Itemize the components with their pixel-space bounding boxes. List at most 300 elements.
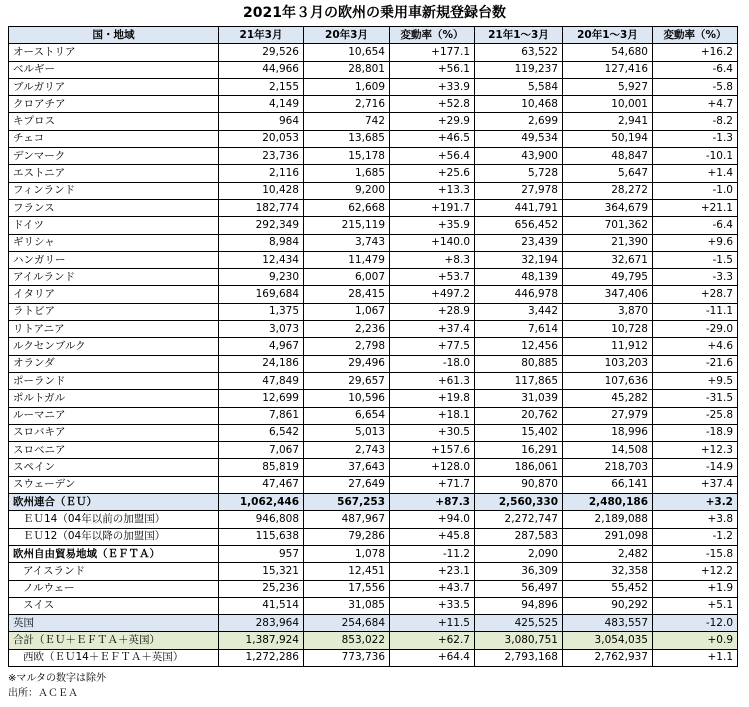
row-label: ルーマニア <box>9 407 219 424</box>
cell-mar21: 2,155 <box>219 78 304 95</box>
cell-change-month: +62.7 <box>390 632 475 649</box>
row-label: エストニア <box>9 165 219 182</box>
cell-change-month: +13.3 <box>390 182 475 199</box>
cell-change-month: +87.3 <box>390 494 475 511</box>
cell-change-month: +23.1 <box>390 563 475 580</box>
cell-change-month: +19.8 <box>390 390 475 407</box>
cell-change-q1: -1.5 <box>653 251 738 268</box>
cell-mar20: 31,085 <box>304 597 390 614</box>
cell-q1-20: 5,927 <box>563 78 653 95</box>
cell-mar20: 853,022 <box>304 632 390 649</box>
cell-q1-20: 18,996 <box>563 424 653 441</box>
row-label: ポルトガル <box>9 390 219 407</box>
cell-mar20: 12,451 <box>304 563 390 580</box>
table-row <box>9 148 738 165</box>
cell-mar21: 10,428 <box>219 182 304 199</box>
cell-change-month: +11.5 <box>390 615 475 632</box>
cell-q1-21: 16,291 <box>475 442 563 459</box>
cell-change-month: +177.1 <box>390 44 475 61</box>
cell-mar21: 8,984 <box>219 234 304 251</box>
table-row <box>9 615 738 632</box>
row-label: アイルランド <box>9 269 219 286</box>
col-header-q1-21: 21年1～3月 <box>475 27 563 44</box>
cell-change-month: +53.7 <box>390 269 475 286</box>
registration-table <box>8 26 738 667</box>
cell-q1-21: 36,309 <box>475 563 563 580</box>
cell-mar20: 79,286 <box>304 528 390 545</box>
row-label: ラトビア <box>9 303 219 320</box>
cell-change-month: +77.5 <box>390 338 475 355</box>
cell-change-month: +497.2 <box>390 286 475 303</box>
cell-mar21: 169,684 <box>219 286 304 303</box>
row-label: イタリア <box>9 286 219 303</box>
cell-mar20: 13,685 <box>304 130 390 147</box>
cell-mar21: 283,964 <box>219 615 304 632</box>
cell-q1-21: 656,452 <box>475 217 563 234</box>
cell-q1-20: 5,647 <box>563 165 653 182</box>
col-header-change-q1: 変動率（%） <box>653 27 738 44</box>
row-label: ＥＵ12（04年以降の加盟国） <box>9 528 219 545</box>
table-row <box>9 407 738 424</box>
cell-mar21: 15,321 <box>219 563 304 580</box>
cell-mar20: 29,496 <box>304 355 390 372</box>
table-row <box>9 338 738 355</box>
cell-q1-20: 218,703 <box>563 459 653 476</box>
header-row <box>9 27 738 44</box>
cell-mar20: 28,415 <box>304 286 390 303</box>
cell-mar21: 4,967 <box>219 338 304 355</box>
cell-change-q1: +9.6 <box>653 234 738 251</box>
cell-change-q1: +0.9 <box>653 632 738 649</box>
cell-change-q1: +12.2 <box>653 563 738 580</box>
cell-change-q1: -11.1 <box>653 303 738 320</box>
cell-mar20: 1,609 <box>304 78 390 95</box>
cell-q1-21: 287,583 <box>475 528 563 545</box>
table-row <box>9 269 738 286</box>
cell-mar21: 292,349 <box>219 217 304 234</box>
cell-change-q1: +3.2 <box>653 494 738 511</box>
table-row <box>9 632 738 649</box>
cell-change-q1: -25.8 <box>653 407 738 424</box>
cell-change-month: +37.4 <box>390 321 475 338</box>
cell-change-q1: -1.2 <box>653 528 738 545</box>
table-row <box>9 442 738 459</box>
cell-change-q1: +4.6 <box>653 338 738 355</box>
cell-q1-21: 117,865 <box>475 372 563 389</box>
cell-mar20: 5,013 <box>304 424 390 441</box>
cell-q1-21: 23,439 <box>475 234 563 251</box>
row-label: ギリシャ <box>9 234 219 251</box>
cell-q1-20: 2,189,088 <box>563 511 653 528</box>
cell-q1-21: 43,900 <box>475 148 563 165</box>
cell-q1-20: 2,480,186 <box>563 494 653 511</box>
cell-change-month: +18.1 <box>390 407 475 424</box>
cell-change-q1: -15.8 <box>653 545 738 562</box>
cell-q1-20: 32,671 <box>563 251 653 268</box>
table-row <box>9 649 738 666</box>
cell-mar20: 62,668 <box>304 199 390 216</box>
cell-mar20: 6,007 <box>304 269 390 286</box>
cell-mar20: 2,743 <box>304 442 390 459</box>
cell-mar21: 1,062,446 <box>219 494 304 511</box>
cell-change-month: +94.0 <box>390 511 475 528</box>
cell-change-q1: -21.6 <box>653 355 738 372</box>
cell-change-month: +35.9 <box>390 217 475 234</box>
table-row <box>9 78 738 95</box>
table-row <box>9 61 738 78</box>
cell-change-q1: +1.1 <box>653 649 738 666</box>
row-label: チェコ <box>9 130 219 147</box>
table-row <box>9 511 738 528</box>
row-label: スロバキア <box>9 424 219 441</box>
cell-mar21: 1,272,286 <box>219 649 304 666</box>
cell-change-q1: +37.4 <box>653 476 738 493</box>
page-title: 2021年３月の欧州の乗用車新規登録台数 <box>243 5 506 21</box>
table-row <box>9 563 738 580</box>
table-row <box>9 580 738 597</box>
table-row <box>9 372 738 389</box>
cell-q1-21: 20,762 <box>475 407 563 424</box>
cell-change-month: +8.3 <box>390 251 475 268</box>
cell-q1-21: 441,791 <box>475 199 563 216</box>
cell-q1-21: 10,468 <box>475 96 563 113</box>
cell-q1-20: 48,847 <box>563 148 653 165</box>
cell-mar20: 3,743 <box>304 234 390 251</box>
cell-mar20: 37,643 <box>304 459 390 476</box>
cell-q1-20: 10,728 <box>563 321 653 338</box>
cell-change-month: +33.9 <box>390 78 475 95</box>
row-label: オーストリア <box>9 44 219 61</box>
cell-q1-20: 107,636 <box>563 372 653 389</box>
table-row <box>9 355 738 372</box>
cell-mar20: 742 <box>304 113 390 130</box>
cell-mar21: 2,116 <box>219 165 304 182</box>
cell-change-month: +140.0 <box>390 234 475 251</box>
cell-change-month: -18.0 <box>390 355 475 372</box>
table-row <box>9 597 738 614</box>
cell-mar21: 1,387,924 <box>219 632 304 649</box>
cell-change-q1: -29.0 <box>653 321 738 338</box>
cell-q1-21: 425,525 <box>475 615 563 632</box>
cell-change-month: +56.4 <box>390 148 475 165</box>
cell-q1-20: 32,358 <box>563 563 653 580</box>
table-row <box>9 234 738 251</box>
table-row <box>9 459 738 476</box>
row-label: ルクセンブルク <box>9 338 219 355</box>
cell-q1-21: 2,090 <box>475 545 563 562</box>
table-row <box>9 321 738 338</box>
cell-change-q1: -1.3 <box>653 130 738 147</box>
cell-mar21: 20,053 <box>219 130 304 147</box>
cell-mar20: 2,798 <box>304 338 390 355</box>
table-row <box>9 545 738 562</box>
table-row <box>9 44 738 61</box>
row-label: ブルガリア <box>9 78 219 95</box>
cell-q1-21: 5,728 <box>475 165 563 182</box>
row-label: キプロス <box>9 113 219 130</box>
cell-q1-21: 5,584 <box>475 78 563 95</box>
cell-q1-21: 56,497 <box>475 580 563 597</box>
cell-q1-20: 50,194 <box>563 130 653 147</box>
table-row <box>9 217 738 234</box>
cell-change-q1: +9.5 <box>653 372 738 389</box>
cell-mar21: 85,819 <box>219 459 304 476</box>
cell-mar20: 15,178 <box>304 148 390 165</box>
cell-mar21: 957 <box>219 545 304 562</box>
cell-change-q1: +21.1 <box>653 199 738 216</box>
cell-mar21: 12,434 <box>219 251 304 268</box>
cell-mar20: 1,067 <box>304 303 390 320</box>
table-row <box>9 113 738 130</box>
cell-q1-20: 14,508 <box>563 442 653 459</box>
cell-change-q1: -31.5 <box>653 390 738 407</box>
cell-mar21: 29,526 <box>219 44 304 61</box>
col-header-change-month: 変動率（%） <box>390 27 475 44</box>
cell-q1-20: 701,362 <box>563 217 653 234</box>
cell-change-q1: -6.4 <box>653 61 738 78</box>
cell-q1-21: 49,534 <box>475 130 563 147</box>
table-row <box>9 96 738 113</box>
cell-q1-20: 49,795 <box>563 269 653 286</box>
cell-q1-21: 32,194 <box>475 251 563 268</box>
cell-change-month: +33.5 <box>390 597 475 614</box>
cell-q1-20: 45,282 <box>563 390 653 407</box>
cell-mar21: 3,073 <box>219 321 304 338</box>
cell-mar20: 1,685 <box>304 165 390 182</box>
cell-mar21: 47,467 <box>219 476 304 493</box>
row-label: フランス <box>9 199 219 216</box>
table-row <box>9 286 738 303</box>
cell-mar21: 6,542 <box>219 424 304 441</box>
cell-change-q1: -5.8 <box>653 78 738 95</box>
table-row <box>9 390 738 407</box>
cell-mar21: 44,966 <box>219 61 304 78</box>
row-label: スウェーデン <box>9 476 219 493</box>
table-body <box>9 44 738 667</box>
cell-change-month: +25.6 <box>390 165 475 182</box>
cell-mar20: 773,736 <box>304 649 390 666</box>
row-label: ドイツ <box>9 217 219 234</box>
table-row <box>9 424 738 441</box>
cell-q1-21: 186,061 <box>475 459 563 476</box>
row-label: 英国 <box>9 615 219 632</box>
cell-change-month: +71.7 <box>390 476 475 493</box>
cell-q1-20: 3,054,035 <box>563 632 653 649</box>
row-label: 合計（ＥＵ＋ＥＦＴＡ＋英国） <box>9 632 219 649</box>
table-row <box>9 528 738 545</box>
cell-mar20: 28,801 <box>304 61 390 78</box>
cell-q1-21: 7,614 <box>475 321 563 338</box>
cell-change-month: +56.1 <box>390 61 475 78</box>
col-header-region: 国・地域 <box>9 27 219 44</box>
row-label: スペイン <box>9 459 219 476</box>
cell-mar21: 23,736 <box>219 148 304 165</box>
cell-q1-21: 15,402 <box>475 424 563 441</box>
cell-change-month: -11.2 <box>390 545 475 562</box>
cell-change-q1: -10.1 <box>653 148 738 165</box>
cell-q1-20: 3,870 <box>563 303 653 320</box>
table-row <box>9 165 738 182</box>
cell-q1-20: 11,912 <box>563 338 653 355</box>
cell-change-q1: -3.3 <box>653 269 738 286</box>
cell-q1-20: 10,001 <box>563 96 653 113</box>
cell-q1-20: 27,979 <box>563 407 653 424</box>
row-label: スロベニア <box>9 442 219 459</box>
table-row <box>9 199 738 216</box>
cell-change-q1: +1.9 <box>653 580 738 597</box>
cell-q1-20: 2,941 <box>563 113 653 130</box>
cell-q1-21: 90,870 <box>475 476 563 493</box>
cell-q1-21: 94,896 <box>475 597 563 614</box>
cell-change-q1: +5.1 <box>653 597 738 614</box>
row-label: ＥＵ14（04年以前の加盟国） <box>9 511 219 528</box>
row-label: スイス <box>9 597 219 614</box>
cell-mar21: 115,638 <box>219 528 304 545</box>
cell-change-q1: +16.2 <box>653 44 738 61</box>
row-label: デンマーク <box>9 148 219 165</box>
cell-mar21: 7,067 <box>219 442 304 459</box>
cell-q1-21: 2,560,330 <box>475 494 563 511</box>
row-label: オランダ <box>9 355 219 372</box>
cell-q1-21: 12,456 <box>475 338 563 355</box>
cell-mar20: 11,479 <box>304 251 390 268</box>
cell-q1-20: 127,416 <box>563 61 653 78</box>
note-source: 出所：ＡＣＥＡ <box>8 688 78 699</box>
cell-q1-20: 90,292 <box>563 597 653 614</box>
cell-change-q1: +28.7 <box>653 286 738 303</box>
table-row <box>9 476 738 493</box>
cell-q1-20: 103,203 <box>563 355 653 372</box>
cell-change-q1: +1.4 <box>653 165 738 182</box>
note-malta: ※マルタの数字は除外 <box>8 673 106 684</box>
cell-q1-21: 2,793,168 <box>475 649 563 666</box>
cell-q1-20: 364,679 <box>563 199 653 216</box>
cell-change-q1: -8.2 <box>653 113 738 130</box>
cell-mar21: 47,849 <box>219 372 304 389</box>
cell-mar20: 2,716 <box>304 96 390 113</box>
cell-mar21: 12,699 <box>219 390 304 407</box>
cell-change-month: +157.6 <box>390 442 475 459</box>
cell-change-q1: -12.0 <box>653 615 738 632</box>
cell-change-q1: -18.9 <box>653 424 738 441</box>
cell-change-month: +61.3 <box>390 372 475 389</box>
cell-mar20: 9,200 <box>304 182 390 199</box>
cell-change-month: +191.7 <box>390 199 475 216</box>
table-row <box>9 182 738 199</box>
cell-mar21: 182,774 <box>219 199 304 216</box>
cell-mar20: 17,556 <box>304 580 390 597</box>
cell-change-q1: -6.4 <box>653 217 738 234</box>
cell-change-month: +45.8 <box>390 528 475 545</box>
cell-mar21: 41,514 <box>219 597 304 614</box>
cell-change-q1: +3.8 <box>653 511 738 528</box>
cell-change-q1: -14.9 <box>653 459 738 476</box>
cell-mar21: 7,861 <box>219 407 304 424</box>
cell-q1-21: 27,978 <box>475 182 563 199</box>
cell-q1-20: 54,680 <box>563 44 653 61</box>
cell-q1-21: 119,237 <box>475 61 563 78</box>
cell-q1-21: 3,080,751 <box>475 632 563 649</box>
cell-mar20: 254,684 <box>304 615 390 632</box>
cell-mar21: 24,186 <box>219 355 304 372</box>
cell-change-q1: -1.0 <box>653 182 738 199</box>
row-label: 欧州連合（ＥＵ） <box>9 494 219 511</box>
table-row <box>9 303 738 320</box>
cell-change-q1: +4.7 <box>653 96 738 113</box>
cell-mar20: 1,078 <box>304 545 390 562</box>
cell-mar20: 567,253 <box>304 494 390 511</box>
row-label: クロアチア <box>9 96 219 113</box>
cell-q1-21: 48,139 <box>475 269 563 286</box>
row-label: アイスランド <box>9 563 219 580</box>
row-label: ポーランド <box>9 372 219 389</box>
cell-change-q1: +12.3 <box>653 442 738 459</box>
cell-mar20: 27,649 <box>304 476 390 493</box>
row-label: ノルウェー <box>9 580 219 597</box>
cell-mar20: 487,967 <box>304 511 390 528</box>
cell-q1-20: 483,557 <box>563 615 653 632</box>
table-row <box>9 130 738 147</box>
cell-mar20: 29,657 <box>304 372 390 389</box>
cell-q1-21: 2,272,747 <box>475 511 563 528</box>
cell-mar21: 25,236 <box>219 580 304 597</box>
cell-q1-20: 21,390 <box>563 234 653 251</box>
row-label: ベルギー <box>9 61 219 78</box>
cell-change-month: +28.9 <box>390 303 475 320</box>
cell-q1-20: 66,141 <box>563 476 653 493</box>
cell-change-month: +64.4 <box>390 649 475 666</box>
cell-mar21: 946,808 <box>219 511 304 528</box>
table-row <box>9 494 738 511</box>
row-label: 欧州自由貿易地域（ＥＦＴＡ） <box>9 545 219 562</box>
cell-mar21: 4,149 <box>219 96 304 113</box>
cell-q1-20: 28,272 <box>563 182 653 199</box>
cell-q1-21: 31,039 <box>475 390 563 407</box>
cell-change-month: +30.5 <box>390 424 475 441</box>
row-label: ハンガリー <box>9 251 219 268</box>
col-header-mar21: 21年3月 <box>219 27 304 44</box>
col-header-q1-20: 20年1～3月 <box>563 27 653 44</box>
cell-q1-21: 2,699 <box>475 113 563 130</box>
cell-q1-20: 291,098 <box>563 528 653 545</box>
cell-change-month: +128.0 <box>390 459 475 476</box>
cell-mar20: 10,654 <box>304 44 390 61</box>
cell-mar21: 964 <box>219 113 304 130</box>
cell-change-month: +43.7 <box>390 580 475 597</box>
footnotes <box>8 671 106 701</box>
table-row <box>9 251 738 268</box>
cell-q1-20: 2,762,937 <box>563 649 653 666</box>
row-label: リトアニア <box>9 321 219 338</box>
cell-mar21: 9,230 <box>219 269 304 286</box>
cell-change-month: +29.9 <box>390 113 475 130</box>
cell-q1-21: 80,885 <box>475 355 563 372</box>
cell-mar20: 215,119 <box>304 217 390 234</box>
cell-q1-21: 446,978 <box>475 286 563 303</box>
cell-q1-20: 55,452 <box>563 580 653 597</box>
cell-q1-20: 347,406 <box>563 286 653 303</box>
cell-q1-21: 63,522 <box>475 44 563 61</box>
col-header-mar20: 20年3月 <box>304 27 390 44</box>
row-label: 西欧（ＥＵ14＋ＥＦＴＡ＋英国） <box>9 649 219 666</box>
cell-change-month: +46.5 <box>390 130 475 147</box>
cell-mar20: 6,654 <box>304 407 390 424</box>
cell-mar20: 2,236 <box>304 321 390 338</box>
row-label: フィンランド <box>9 182 219 199</box>
cell-q1-21: 3,442 <box>475 303 563 320</box>
cell-change-month: +52.8 <box>390 96 475 113</box>
cell-mar21: 1,375 <box>219 303 304 320</box>
